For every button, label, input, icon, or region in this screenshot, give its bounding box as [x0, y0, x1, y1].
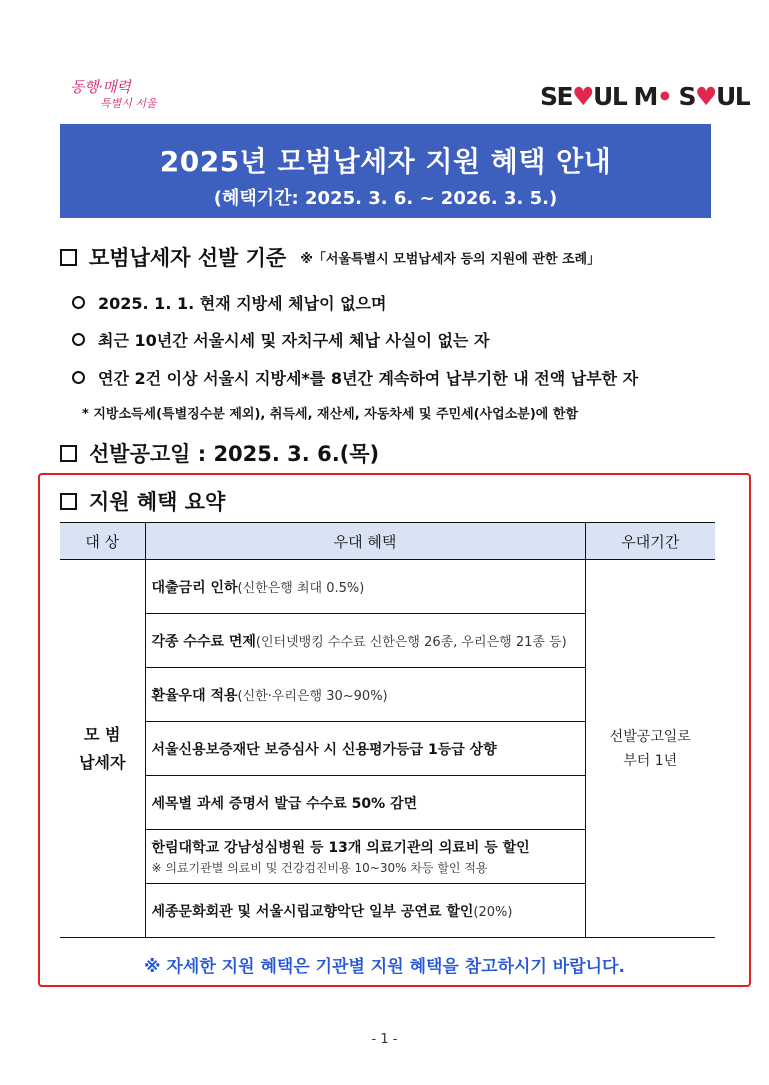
summary-heading-row: [60, 486, 225, 516]
column-header-target: 대 상: [60, 523, 145, 560]
column-header-period: 우대기간: [585, 523, 715, 560]
benefit-table: [60, 522, 715, 938]
period-line: 선발공고일로: [609, 728, 691, 745]
bullet-circle-icon: [72, 296, 85, 309]
heart-icon: ♥: [572, 82, 594, 111]
ordinance-reference: ※「서울특별시 모범납세자 등의 지원에 관한 조례」: [300, 251, 601, 267]
benefit-cell: [145, 776, 585, 830]
criteria-footnote: * 지방소득세(특별징수분 제외), 취득세, 재산세, 자동차세 및 주민세(사업소분)에 한함: [82, 407, 579, 422]
slogan-line1: 동행·매력: [70, 78, 131, 96]
benefit-main: 서울신용보증재단 보증심사 시 신용평가등급 1등급 상향: [151, 741, 497, 758]
benefit-main: 세종문화회관 및 서울시립교향악단 일부 공연료 할인: [151, 903, 474, 920]
benefit-cell: [145, 830, 585, 884]
criteria-item-text: 2025. 1. 1. 현재 지방세 체납이 없으며: [98, 294, 387, 313]
bullet-circle-icon: [72, 371, 85, 384]
checkbox-square-icon: [60, 249, 77, 266]
criteria-item: [72, 291, 386, 314]
dot-icon: •: [656, 82, 672, 111]
benefit-subnote: ※ 의료기관별 의료비 및 건강검진비용 10~30% 차등 할인 적용: [151, 861, 488, 875]
table-header-row: [60, 523, 715, 560]
logo-text: S: [671, 82, 696, 111]
seoul-my-soul-logo: [540, 82, 749, 111]
benefit-main: 각종 수수료 면제: [151, 633, 256, 650]
title-banner: [60, 124, 711, 218]
period-cell: [585, 560, 715, 938]
target-cell: [60, 560, 145, 938]
checkbox-square-icon: [60, 493, 77, 510]
heart-icon: ♥: [695, 82, 716, 111]
announcement-heading: 선발공고일 : 2025. 3. 6.(목): [89, 442, 380, 466]
target-line: 납세자: [79, 752, 126, 772]
criteria-item: [72, 366, 638, 389]
logo-text: UL M: [593, 82, 657, 111]
logo-text: UL: [715, 82, 750, 111]
criteria-item-text: 연간 2건 이상 서울시 지방세*를 8년간 계속하여 납부기한 내 전액 납부한 자: [98, 369, 639, 388]
table-row: [60, 560, 715, 614]
column-header-benefit: 우대 혜택: [145, 523, 585, 560]
page-title: 2025년 모범납세자 지원 혜택 안내: [159, 145, 612, 178]
logo-text: SE: [540, 82, 573, 111]
benefit-main: 세목별 과세 증명서 발급 수수료 50% 감면: [151, 795, 418, 812]
benefit-main: 대출금리 인하: [151, 579, 238, 596]
benefit-cell: [145, 560, 585, 614]
benefit-cell: [145, 668, 585, 722]
benefit-detail: (20%): [473, 904, 513, 920]
slogan-line2: 특별시 서울: [100, 97, 157, 110]
benefit-cell: [145, 614, 585, 668]
benefit-detail: (신한은행 최대 0.5%): [237, 580, 365, 596]
reference-note: ※ 자세한 지원 혜택은 기관별 지원 혜택을 참고하시기 바랍니다.: [144, 957, 625, 977]
checkbox-square-icon: [60, 445, 77, 462]
page-number: - 1 -: [371, 1032, 398, 1047]
benefit-main: 환율우대 적용: [151, 687, 238, 704]
benefit-cell: [145, 722, 585, 776]
announcement-heading-row: [60, 438, 379, 468]
criteria-item: [72, 328, 489, 351]
summary-heading: 지원 혜택 요약: [89, 490, 226, 514]
target-line: 모 범: [84, 724, 121, 744]
criteria-item-text: 최근 10년간 서울시세 및 자치구세 체납 사실이 없는 자: [98, 331, 490, 350]
bullet-circle-icon: [72, 333, 85, 346]
period-line: 부터 1년: [623, 752, 678, 769]
benefit-detail: (인터넷뱅킹 수수료 신한은행 26종, 우리은행 21종 등): [255, 634, 567, 650]
benefit-main: 한림대학교 강남성심병원 등 13개 의료기관의 의료비 등 할인: [151, 840, 530, 856]
benefit-cell: [145, 884, 585, 938]
seoul-slogan-logo: [70, 76, 180, 116]
criteria-heading: 모범납세자 선발 기준: [89, 246, 287, 270]
benefit-detail: (신한·우리은행 30~90%): [237, 688, 388, 704]
benefit-period: (혜택기간: 2025. 3. 6. ~ 2026. 3. 5.): [213, 188, 558, 209]
criteria-heading-row: [60, 242, 600, 272]
